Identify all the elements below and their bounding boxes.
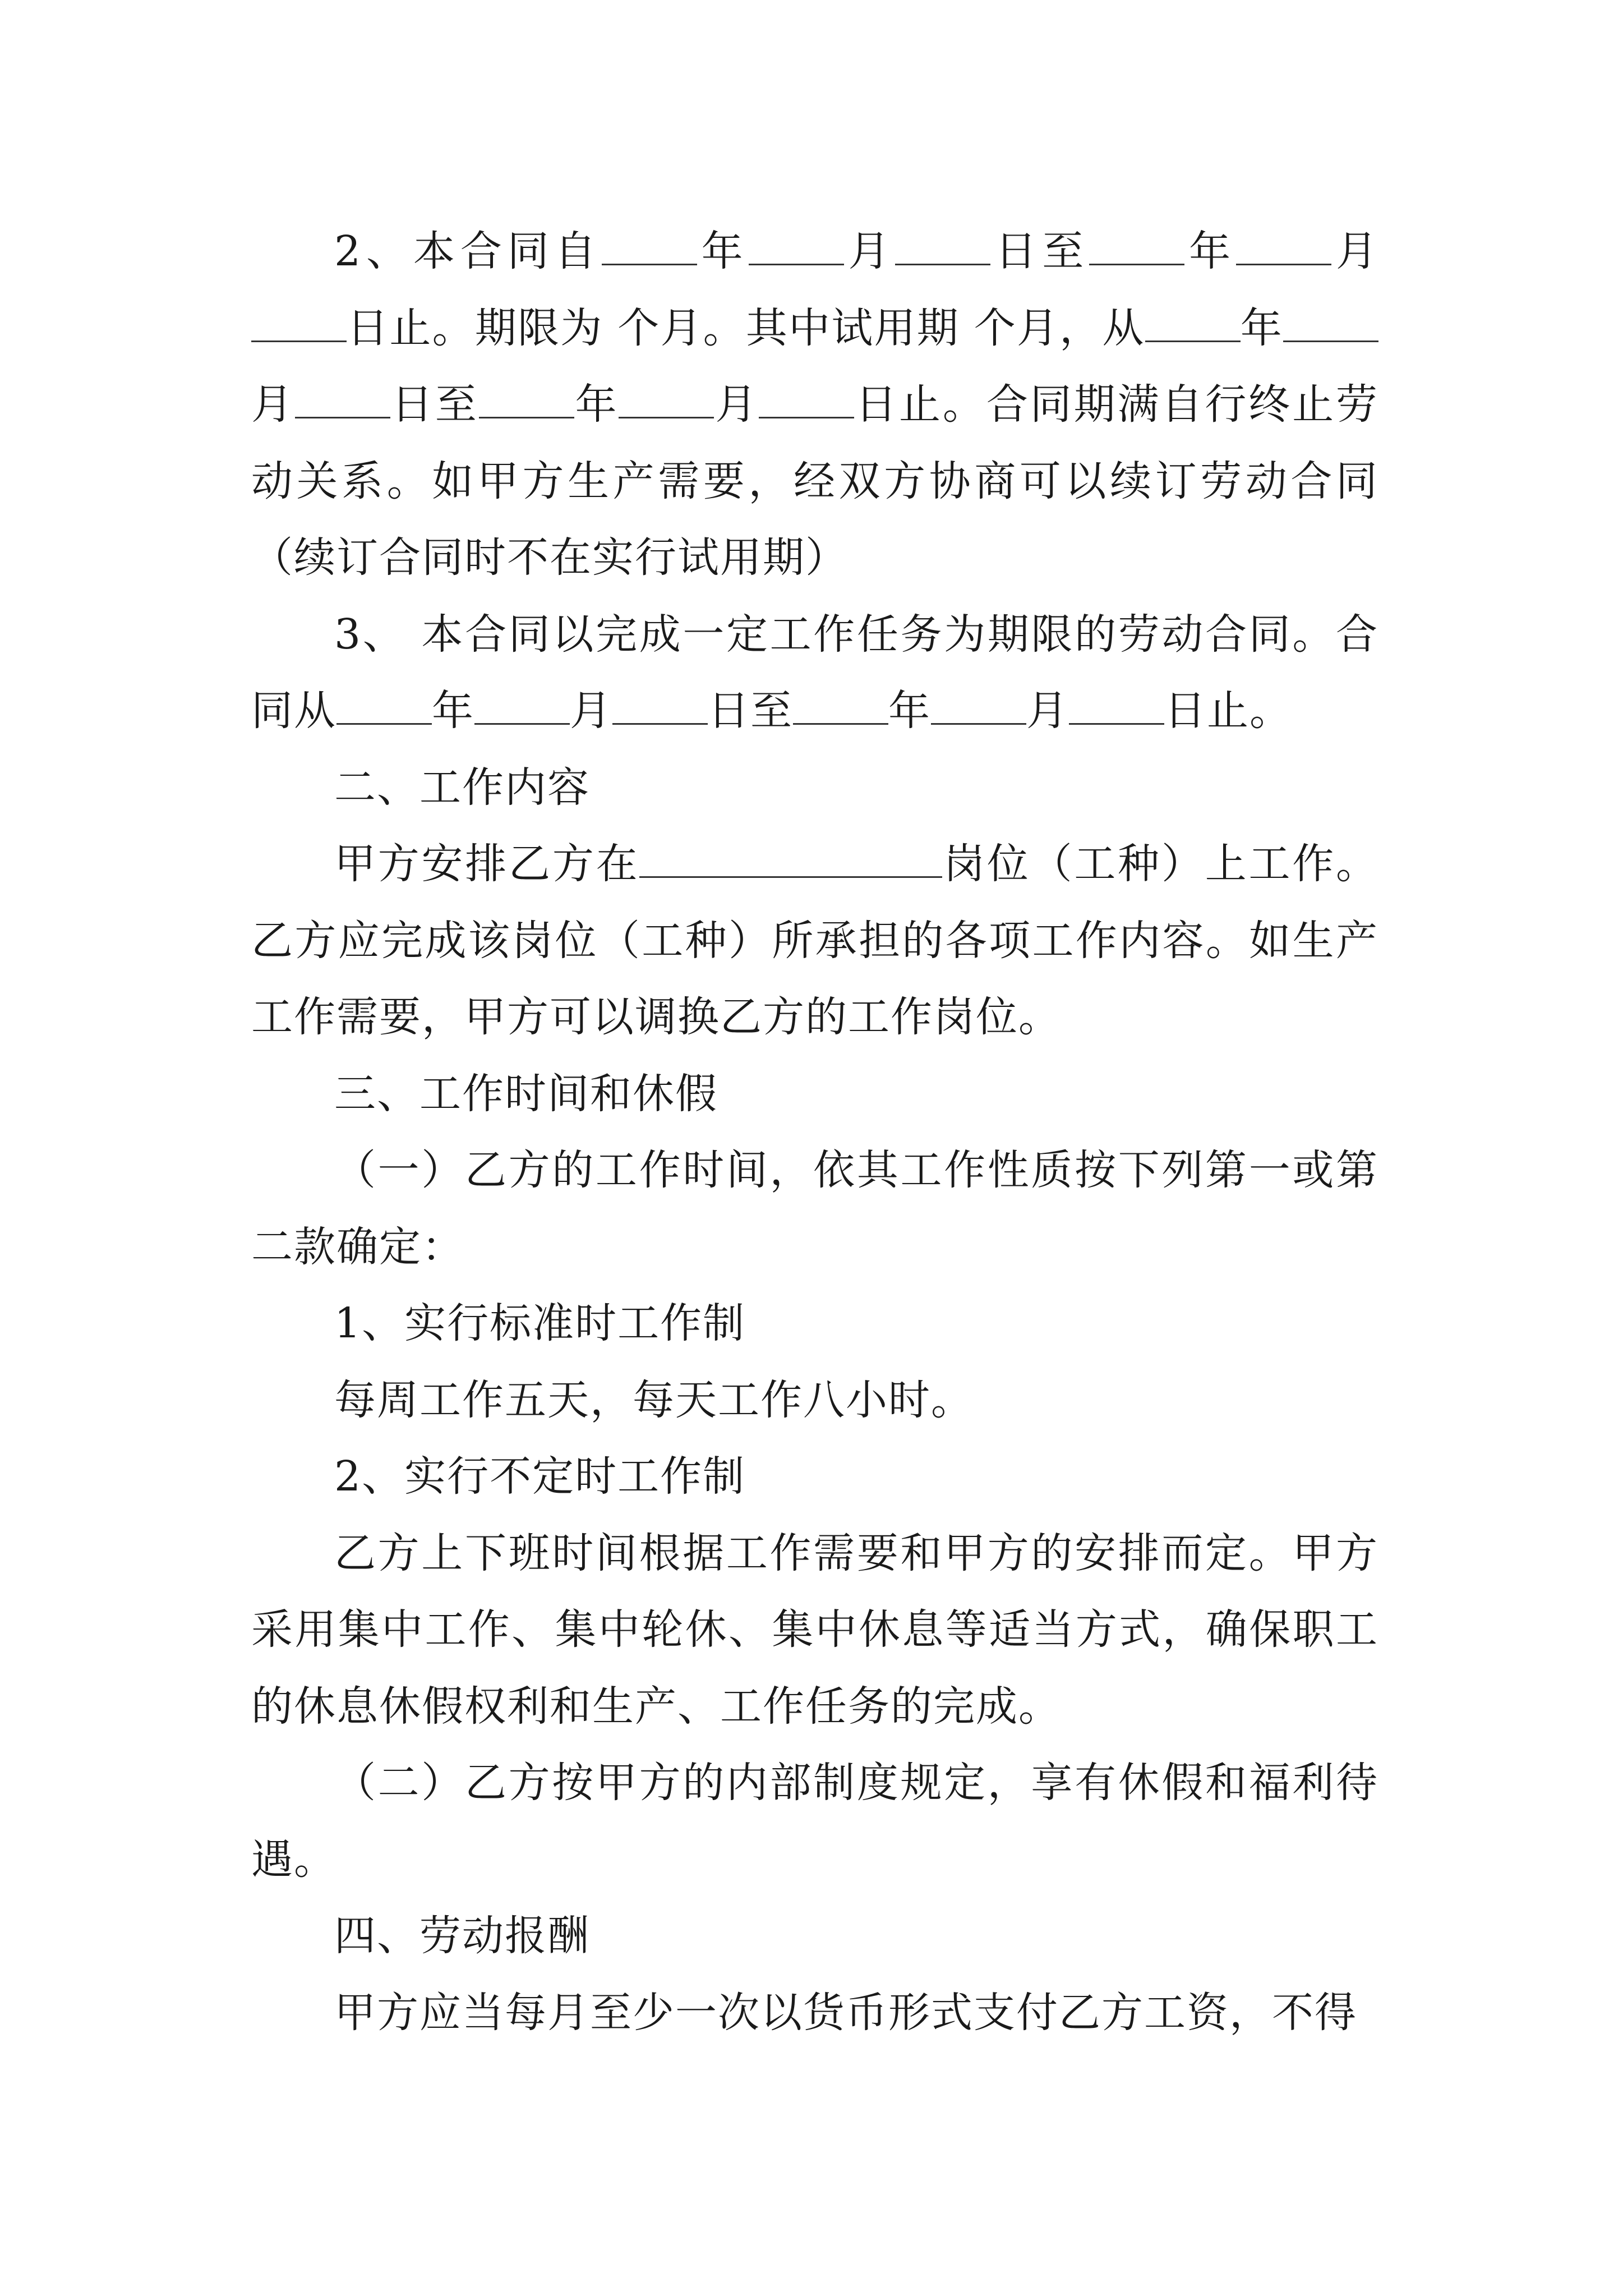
fill-blank bbox=[749, 229, 844, 265]
fill-blank bbox=[479, 382, 574, 418]
clause-3-unit: 月 bbox=[570, 687, 612, 735]
clause-2-unit: 日至 bbox=[390, 380, 479, 429]
fill-blank bbox=[895, 229, 990, 265]
fill-blank bbox=[295, 382, 390, 418]
clause-2-unit: 年 bbox=[1240, 303, 1284, 352]
fill-blank bbox=[931, 688, 1026, 725]
clause-2-unit: 日至 bbox=[990, 227, 1090, 275]
paragraph-flexible-hours: 乙方上下班时间根据工作需要和甲方的安排而定。甲方采用集中工作、集中轮休、集中休息等适当方式，确保职工的休息休假权利和生产、工作任务的完成。 bbox=[251, 1529, 1378, 1731]
work-content-text: 岗位（工种）上工作。乙方应完成该岗位（工种）所承担的各项工作内容。如生产工作需要，甲方可以调换乙方的工作岗位。 bbox=[251, 840, 1379, 1041]
paragraph-work-hours-1: （一）乙方的工作时间，依其工作性质按下列第一或第二款确定： bbox=[251, 1146, 1378, 1271]
paragraph-standard-hours: 每周工作五天，每天工作八小时。 bbox=[334, 1375, 974, 1424]
paragraph-work-content bbox=[251, 826, 1378, 1056]
clause-2-unit: 年 bbox=[697, 227, 749, 275]
fill-blank bbox=[793, 688, 888, 725]
clause-3-unit: 年 bbox=[888, 687, 931, 735]
document-body bbox=[251, 213, 1378, 2051]
fill-blank bbox=[1145, 306, 1241, 342]
paragraph-clause-2 bbox=[251, 213, 1378, 596]
fill-blank bbox=[612, 688, 708, 725]
clause-2-text: 日止。合同期满自行终止劳动关系。如甲方生产需要，经双方协商可以续订劳动合同（续订合同时不在实行试用期） bbox=[251, 380, 1379, 582]
clause-2-text: 2、本合同自 bbox=[334, 227, 602, 275]
clause-2-unit: 月 bbox=[843, 227, 896, 275]
fill-blank bbox=[759, 382, 854, 418]
clause-2-unit: 月 bbox=[714, 380, 759, 429]
fill-blank bbox=[1089, 229, 1184, 265]
section-heading-work-content: 二、工作内容 bbox=[334, 763, 590, 812]
fill-blank bbox=[1069, 688, 1164, 725]
clause-2-unit: 年 bbox=[1184, 227, 1237, 275]
paragraph-work-hours-2: （二）乙方按甲方的内部制度规定，享有休假和福利待遇。 bbox=[251, 1759, 1378, 1884]
clause-2-unit: 月 bbox=[1331, 227, 1379, 275]
fill-blank bbox=[251, 306, 347, 342]
fill-blank bbox=[474, 688, 570, 725]
clause-2-unit: 年 bbox=[574, 380, 619, 429]
clause-3-unit: 月 bbox=[1026, 687, 1069, 735]
work-content-text: 甲方安排乙方在 bbox=[334, 840, 640, 888]
section-heading-remuneration: 四、劳动报酬 bbox=[334, 1912, 590, 1960]
paragraph-clause-3 bbox=[251, 596, 1378, 749]
subheading-standard-hours: 1、实行标准时工作制 bbox=[334, 1299, 746, 1347]
clause-3-unit: 年 bbox=[432, 687, 474, 735]
clause-3-text: 3、 本合同以完成一定工作任务为期限的劳动合同。合同从 bbox=[251, 610, 1378, 735]
clause-2-unit: 月 bbox=[251, 380, 295, 429]
fill-blank bbox=[1283, 306, 1378, 342]
subheading-flexible-hours: 2、实行不定时工作制 bbox=[334, 1452, 746, 1501]
fill-blank bbox=[602, 229, 697, 265]
fill-blank bbox=[336, 688, 432, 725]
section-heading-work-hours: 三、工作时间和休假 bbox=[334, 1069, 718, 1118]
fill-blank bbox=[1236, 229, 1331, 265]
fill-blank bbox=[619, 382, 714, 418]
fill-blank-position bbox=[639, 841, 942, 878]
clause-2-text: 日止。期限为 个月。其中试用期 个月，从 bbox=[347, 303, 1145, 352]
clause-3-unit: 日至 bbox=[708, 687, 793, 735]
clause-3-unit: 日止。 bbox=[1164, 687, 1292, 735]
paragraph-remuneration: 甲方应当每月至少一次以货币形式支付乙方工资，不得 bbox=[334, 1988, 1357, 2037]
